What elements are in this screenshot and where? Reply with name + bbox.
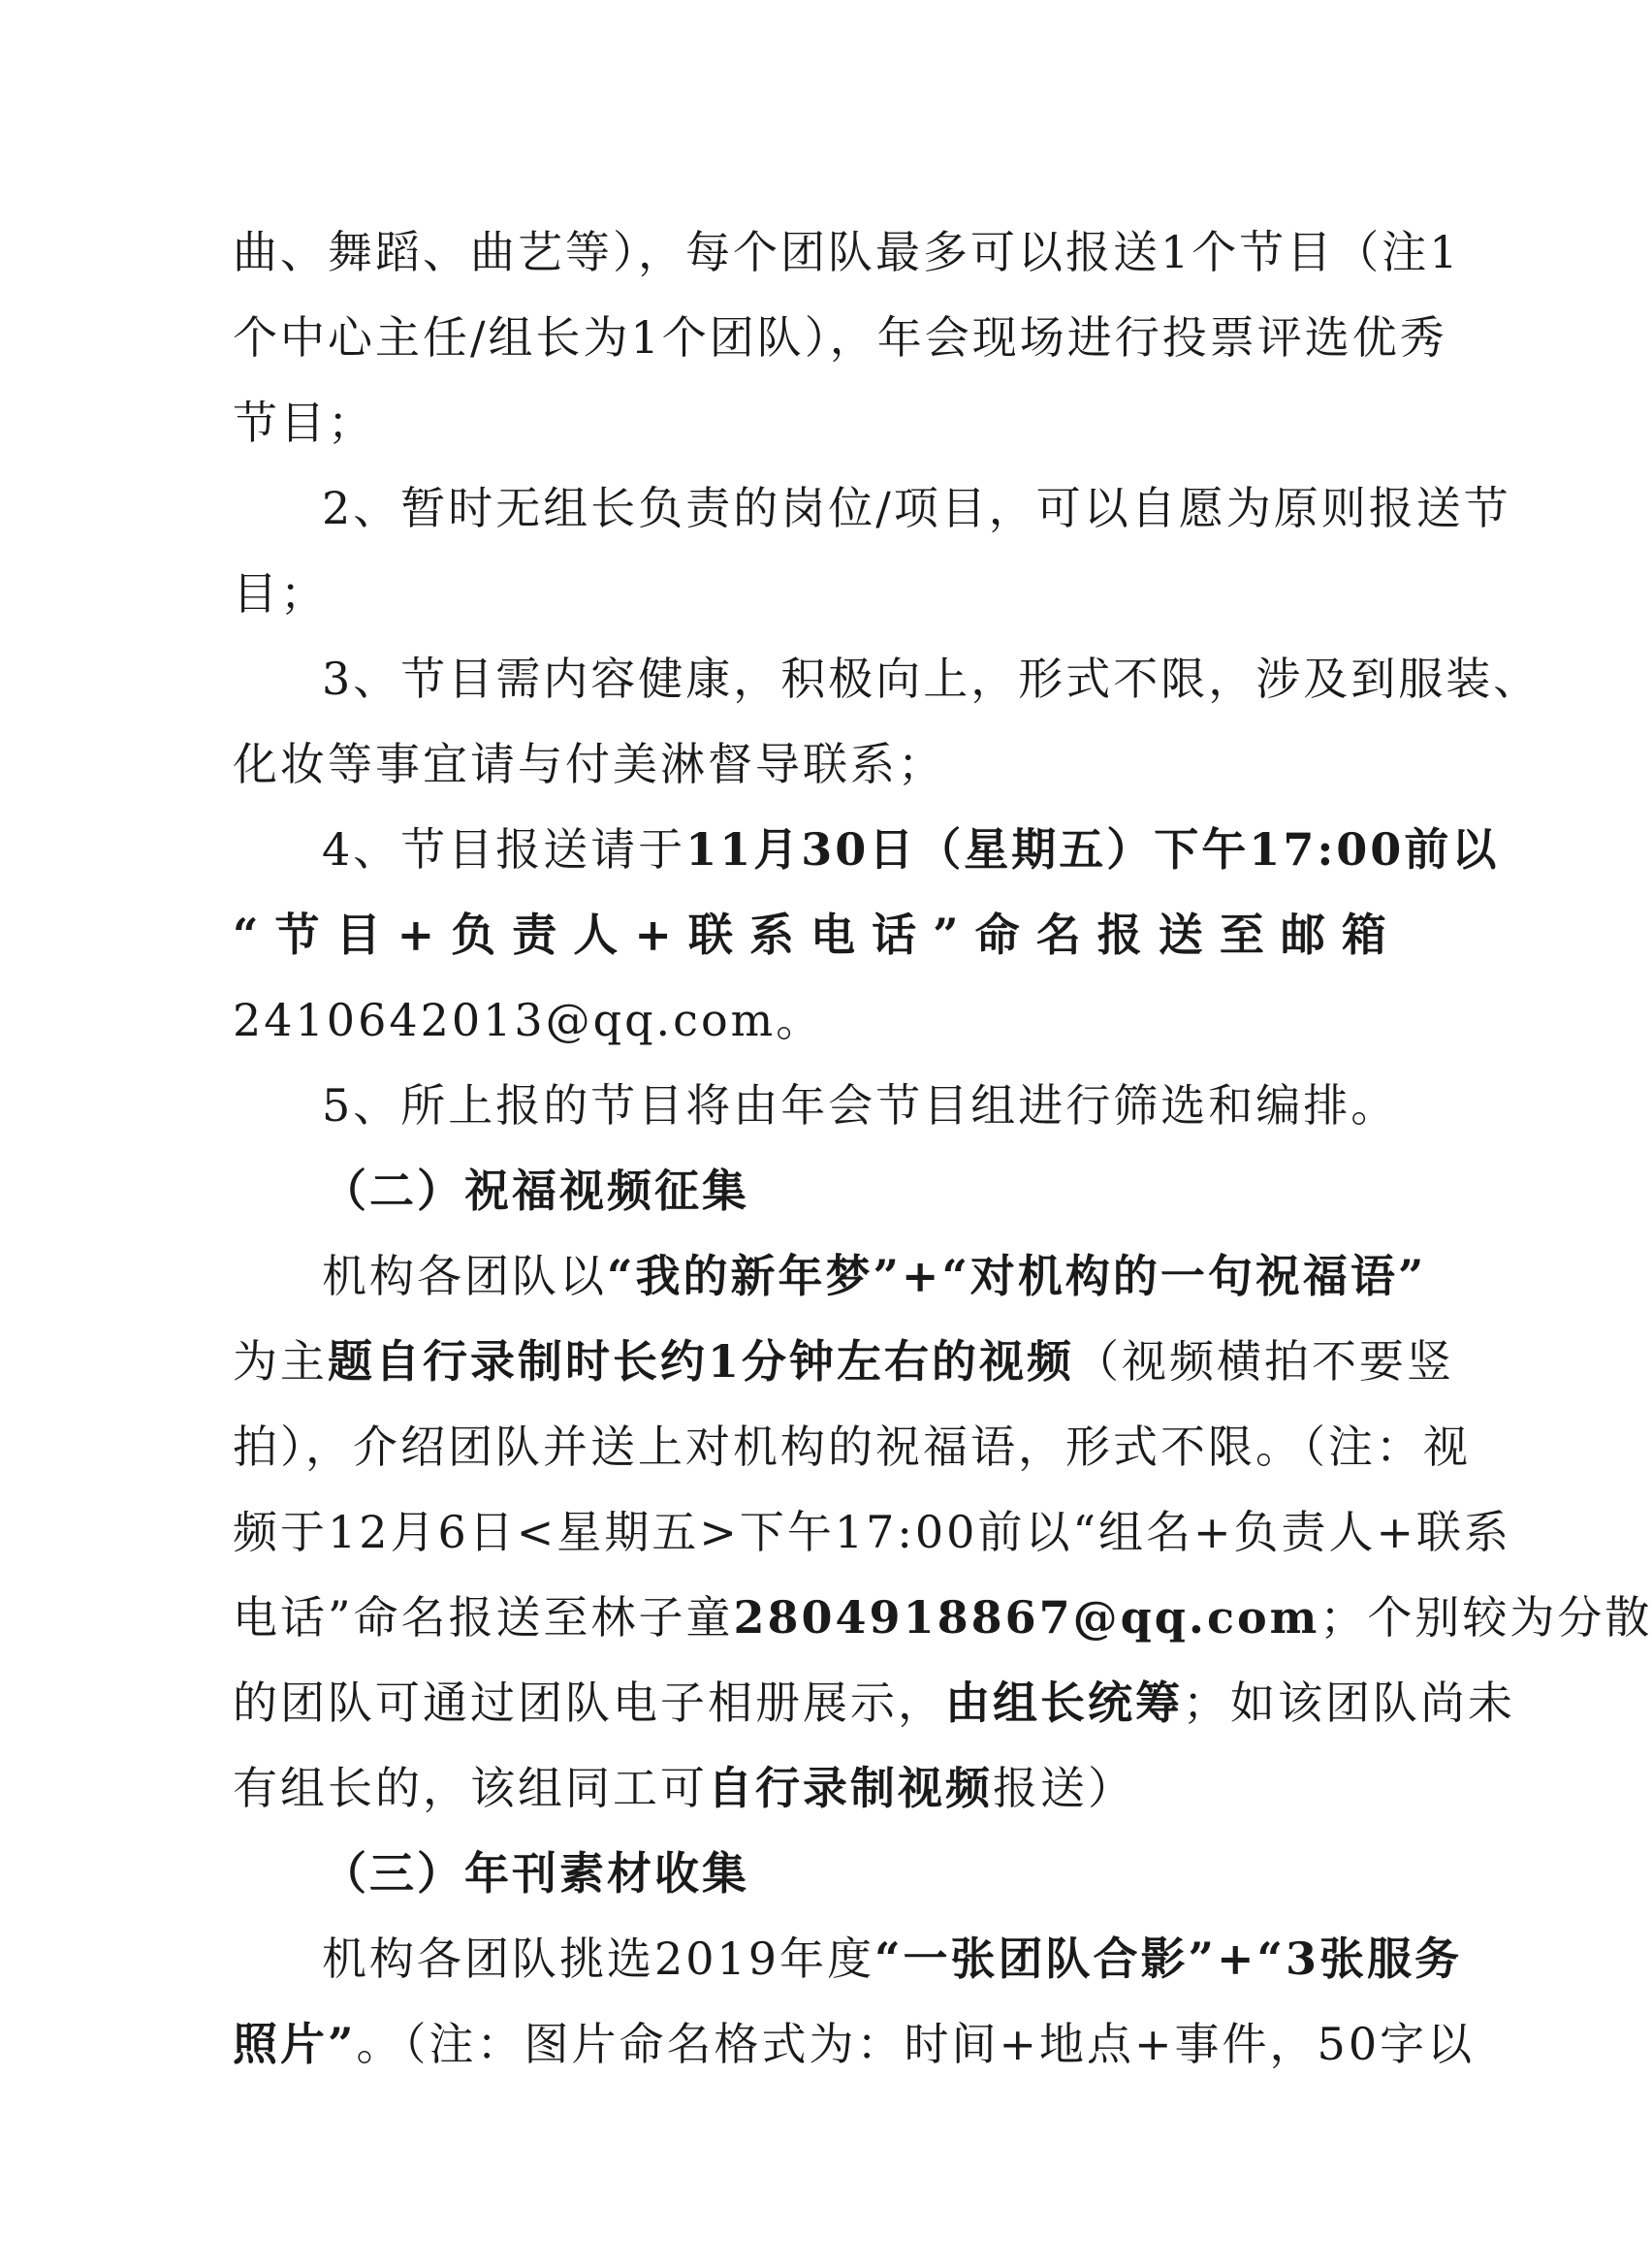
heading-text: （二）祝福视频征集 xyxy=(322,1165,749,1217)
text-segment: 有组长的，该组同工可 xyxy=(233,1762,708,1814)
text-segment: 3、节目需内容健康，积极向上，形式不限，涉及到服装、 xyxy=(322,653,1541,705)
email-text: 2410642013@qq.com。 xyxy=(233,994,824,1046)
text-segment: 为主 xyxy=(233,1335,328,1388)
text-segment: 报送） xyxy=(993,1762,1135,1814)
text-segment: 化妆等事宜请与付美淋督导联系； xyxy=(233,738,945,790)
section-heading xyxy=(233,1831,1386,1916)
spaced-char: 话 xyxy=(872,909,917,961)
emphasis-text: 由组长统筹 xyxy=(945,1677,1183,1729)
spaced-char: 名 xyxy=(1035,909,1081,961)
text-segment: 目； xyxy=(233,567,328,620)
paragraph-line xyxy=(233,380,1386,465)
spaced-char: ” xyxy=(933,909,959,961)
emphasis-text: 题自行录制时长约1分钟左右的视频 xyxy=(328,1335,1075,1388)
text-segment: 电话”命名报送至林子童 xyxy=(233,1591,734,1644)
paragraph-line xyxy=(233,209,1461,295)
spaced-char: 至 xyxy=(1219,909,1264,961)
paragraph-line xyxy=(233,1489,1512,1575)
spaced-char: 负 xyxy=(451,909,496,961)
text-segment: 2、暂时无组长负责的岗位/项目，可以自愿为原则报送节 xyxy=(322,482,1511,534)
spaced-char: 报 xyxy=(1096,909,1142,961)
spaced-char: 责 xyxy=(512,909,557,961)
paragraph-line xyxy=(233,295,1447,380)
naming-format-line xyxy=(233,892,1386,977)
heading-text: （三）年刊素材收集 xyxy=(322,1847,749,1900)
text-segment: 节目； xyxy=(233,397,375,449)
paragraph-line xyxy=(233,1575,1652,1660)
spaced-char: 节 xyxy=(274,909,320,961)
text-segment: 。（注：图片命名格式为：时间+地点+事件，50字以 xyxy=(356,2018,1476,2070)
text-segment: 4、节目报送请于 xyxy=(322,823,686,876)
spaced-char: 目 xyxy=(335,909,381,961)
paragraph-line xyxy=(233,1745,1386,1831)
spaced-char: 人 xyxy=(573,909,619,961)
document-body xyxy=(233,209,1652,2087)
spaced-char: 联 xyxy=(687,909,733,961)
paragraph-line xyxy=(233,1660,1515,1745)
text-segment: 曲、舞蹈、曲艺等），每个团队最多可以报送1个节目（注1 xyxy=(233,226,1461,278)
text-segment: 机构各团队以 xyxy=(322,1250,607,1302)
paragraph-line xyxy=(233,1233,1427,1319)
spaced-char: 箱 xyxy=(1341,909,1386,961)
spaced-char: “ xyxy=(233,909,259,961)
spaced-char: 命 xyxy=(974,909,1020,961)
emphasis-text: 照片” xyxy=(233,2018,357,2070)
text-segment: 个中心主任/组长为1个团队），年会现场进行投票评选优秀 xyxy=(233,311,1447,364)
text-segment: 5、所上报的节目将由年会节目组进行筛选和编排。 xyxy=(322,1079,1399,1132)
email-text: 2804918867@qq.com xyxy=(733,1591,1320,1644)
text-segment: 频于12月6日<星期五>下午17:00前以“组名+负责人+联系 xyxy=(233,1506,1512,1558)
spaced-char: 送 xyxy=(1158,909,1203,961)
spaced-char: + xyxy=(634,909,672,961)
spaced-char: 系 xyxy=(748,909,794,961)
list-item-2 xyxy=(233,465,1511,551)
paragraph-line xyxy=(233,977,1386,1063)
text-segment: 拍），介绍团队并送上对机构的祝福语，形式不限。（注：视 xyxy=(233,1421,1471,1473)
text-segment: （视频横拍不要竖 xyxy=(1074,1335,1455,1388)
text-segment: ；如该团队尚未 xyxy=(1183,1677,1515,1729)
emphasis-text: 自行录制视频 xyxy=(708,1762,993,1814)
paragraph-line xyxy=(233,1319,1455,1404)
text-segment: ；个别较为分散 xyxy=(1319,1591,1652,1644)
paragraph-line xyxy=(233,551,1386,636)
paragraph-line xyxy=(233,2001,1476,2087)
list-item-3 xyxy=(233,636,1541,721)
spaced-char: + xyxy=(397,909,435,961)
emphasis-text: “一张团队合影”+“3张服务 xyxy=(874,1933,1463,1985)
list-item-4 xyxy=(233,807,1500,892)
spaced-char: 邮 xyxy=(1280,909,1325,961)
text-segment: 的团队可通过团队电子相册展示， xyxy=(233,1677,945,1729)
deadline-text: 11月30日（星期五）下午17:00前以 xyxy=(685,823,1500,876)
spaced-char: 电 xyxy=(810,909,856,961)
section-heading xyxy=(233,1148,1386,1233)
paragraph-line xyxy=(233,721,1386,807)
text-segment: 机构各团队挑选2019年度 xyxy=(322,1933,875,1985)
theme-text: “我的新年梦”+“对机构的一句祝福语” xyxy=(607,1250,1427,1302)
paragraph-line xyxy=(233,1916,1463,2001)
list-item-5 xyxy=(233,1063,1399,1148)
paragraph-line xyxy=(233,1404,1471,1489)
